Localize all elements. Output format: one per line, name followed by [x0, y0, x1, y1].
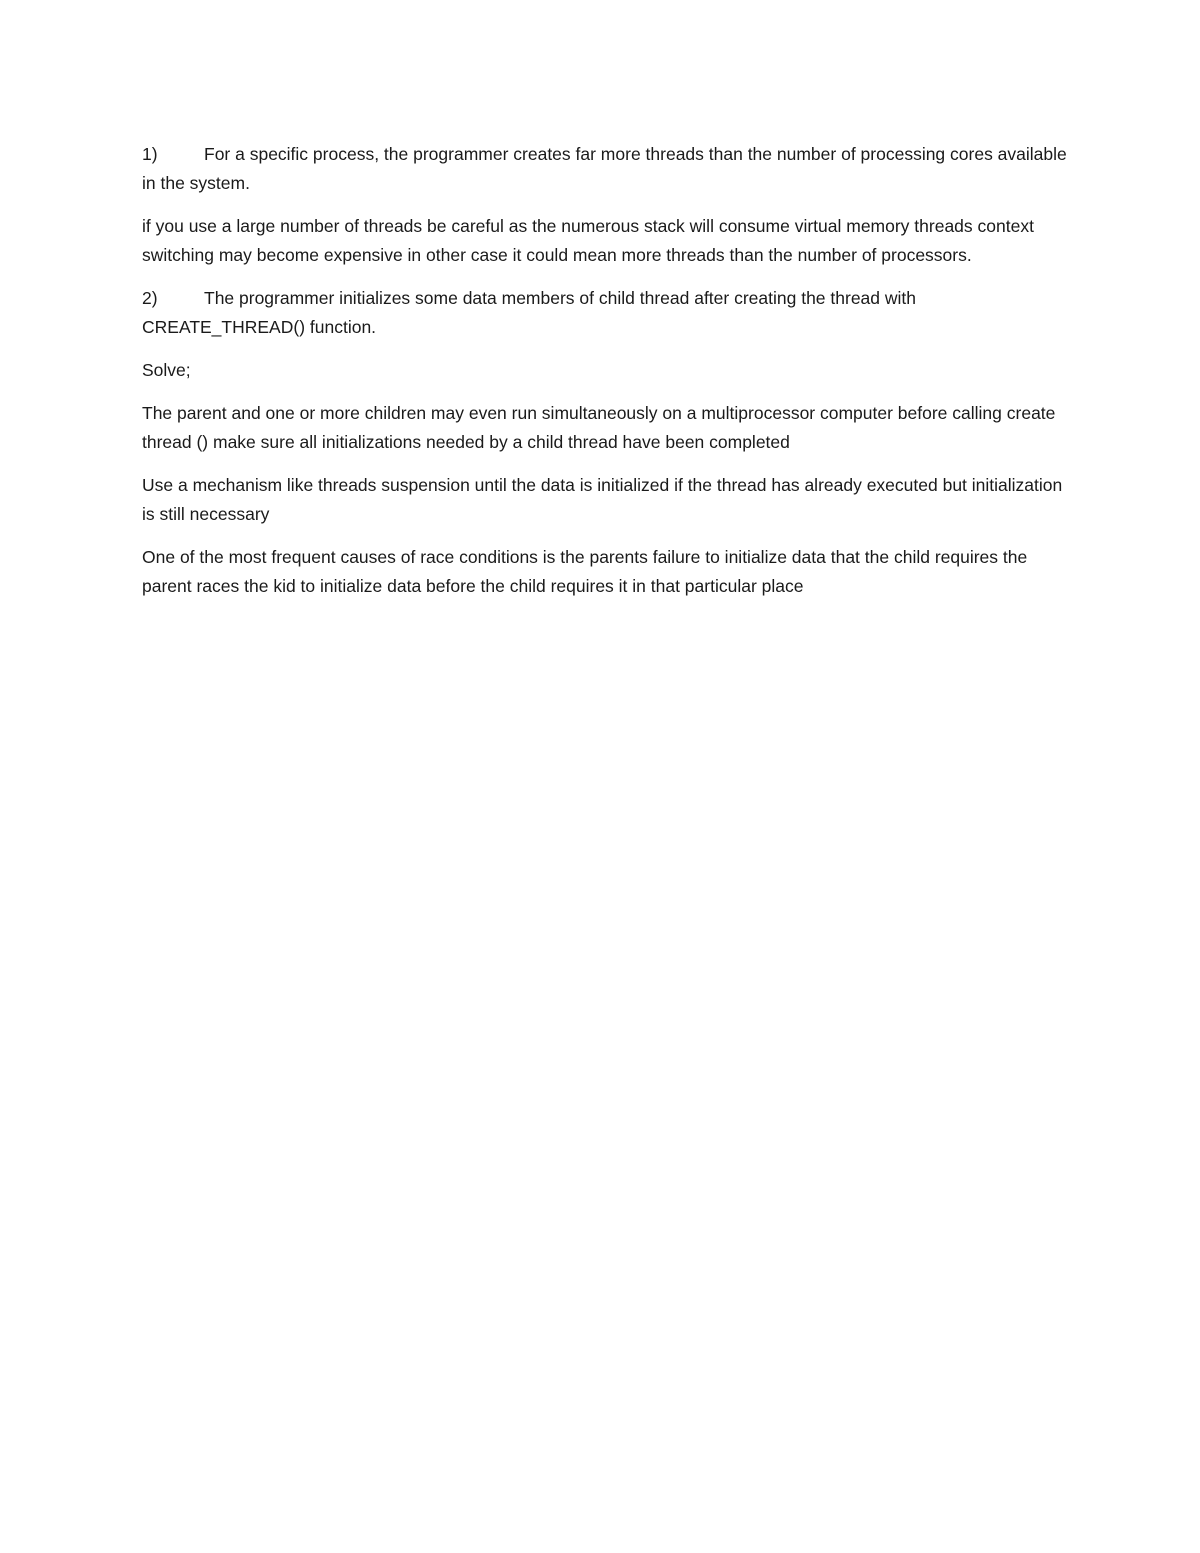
paragraph-parent-children: The parent and one or more children may even run simultaneously on a multiprocessor computer before calling create thread () make sure all initializations needed by a child thread have been completed [142, 403, 1056, 452]
paragraph-race-conditions: One of the most frequent causes of race conditions is the parents failure to initialize data that the child requires the parent races the kid to initialize data before the child requires it in that particular place [142, 547, 1028, 596]
item-number: 1) [142, 144, 158, 164]
item-text: The programmer initializes some data members of child thread after creating the thread with CREATE_THREAD() function. [142, 288, 916, 337]
document-body [142, 140, 1067, 615]
paragraph-threads-note: if you use a large number of threads be careful as the numerous stack will consume virtual memory threads context switching may become expensive in other case it could mean more threads than the number of processors. [142, 216, 1034, 265]
item-number: 2) [142, 288, 158, 308]
item-text: For a specific process, the programmer creates far more threads than the number of processing cores available in the system. [142, 144, 1067, 193]
paragraph-solve-heading: Solve; [142, 360, 191, 380]
numbered-item-2 [142, 284, 1067, 342]
paragraph-mechanism: Use a mechanism like threads suspension until the data is initialized if the thread has already executed but initialization is still necessary [142, 475, 1063, 524]
numbered-item-1 [142, 140, 1067, 198]
